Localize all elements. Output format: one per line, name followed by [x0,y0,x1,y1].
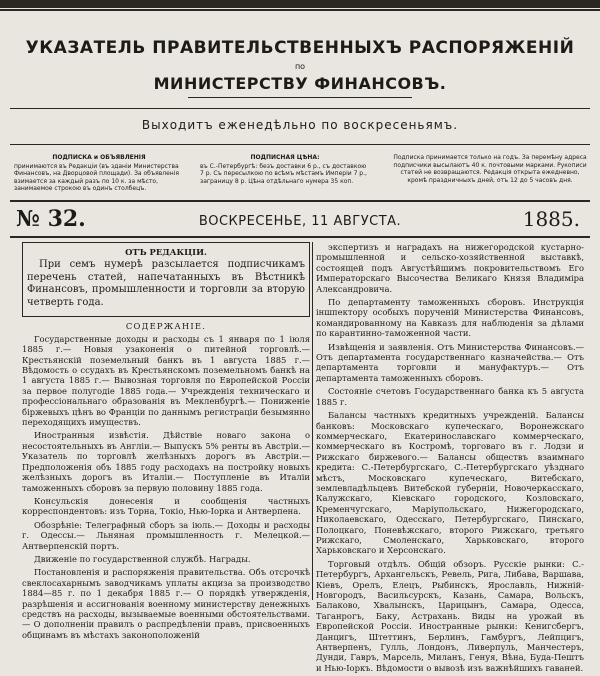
contents-paragraph: Государственные доходы и расходы съ 1 января по 1 іюля 1885 г.— Новыя узаконенія о питейной торговлѣ.— Крестьянскій поземельный банкъ въ 1 августа 1885 г.— Вѣдомость о ссудахъ въ Крестьянскомъ поземельномъ банкѣ на 1 августа 1885 г.— Вывозная торговля по Европейской Россіи за первое полугодіе 1885 года.— Учрежденія техническаго и профессіональнаго образованія въ Мекленбургѣ.— Пониженіе біржевыхъ цѣнъ во Франціи по даннымъ регистраціи безымянно переходящихъ имуществъ. [22,333,310,428]
editorial-text: При семъ нумерѣ разсылается подписчикамъ перечень статей, напечатанныхъ въ Вѣстникѣ Финансовъ, промышленности и торговли за вторую четверть года. [27,259,305,308]
contents-paragraph: Консульскія донесенія и сообщенія частныхъ корреспондентовъ: изъ Торна, Токіо, Нью-Іорка и Антверпена. [22,495,310,517]
masthead-title: УКАЗАТЕЛЬ ПРАВИТЕЛЬСТВЕННЫХЪ РАСПОРЯЖЕНІЙ [25,38,575,58]
contents-paragraph: Балансы частныхъ кредитныхъ учрежденій. Балансы банковъ: Московскаго купеческаго, Воронежскаго коммерческаго, Екатеринославскаго коммерческаго, коммерческаго въ Костромѣ, торговаго въ г. Лодзи и Рижскаго биржевого.— Балансы обществъ взаимнаго кредита: С.-Петербургскаго, С.-Петербургскаго уѣзднаго мѣстъ, Московскаго купеческаго, Витебскаго, землевладѣльцевъ Витебской губерніи, Новочеркасскаго, Калужскаго, Кіевскаго городского, Козловскаго, Кременчугскаго, Маріупольскаго, Нижегородскаго, Николаевскаго, Одесскаго, Петербургскаго, Пинскаго, Полоцкаго, Поневѣжскаго, второго Рижскаго, третьяго Рижскаго, Смоленскаго, Харьковскаго, второго Харьковскаго и Херсонскаго. [316,410,584,556]
masthead-po: по [294,62,306,71]
rule-issue-top [10,200,590,202]
masthead-top-band [0,0,600,8]
contents-title: СОДЕРЖАНІЕ. [125,321,207,332]
contents-paragraph: Торговый отдѣлъ. Общій обзоръ. Русскіе рынки: С.-Петербургъ, Архангельскъ, Ревель, Рига, Либава, Варшава, Кіевъ, Орелъ, Елецъ, Рыбинскъ, Ярославль, Нижній-Новгородъ, Васильсурскъ, Казань, Самара, Вольскъ, Балаково, Хвалынскъ, Царицынъ, Самара, Одесса, Таганрогъ, Баку, Астрахань. Виды на урожай въ Европейской Россіи. Иностранные рынки: Кенигсбергъ, Данцигъ, Штеттинъ, Берлинъ, Гамбургъ, Лейпцигъ, Антверпенъ, Гулль, Лондонъ, Ливерпуль, Манчестеръ, Дунди, Гавръ, Марсель, Миланъ, Генуя, Вѣна, Буда-Пештъ и Нью-Іоркъ. Вѣдомости о вывозѣ изъ важнѣйшихъ гаваней. [316,558,584,673]
masthead-top-rule [0,9,600,11]
masthead-ministry: МИНИСТЕРСТВУ ФИНАНСОВЪ. [153,74,447,93]
subscription-price-text: въ С.-Петербургѣ: безъ доставки 6 р., съ доставкою 7 р. Съ пересылкою по всѣмъ мѣстамъ Имперіи 7 р., заграницу 8 р. Цѣна отдѣльнаго нумера 35 коп. [200,162,367,185]
subscription-left [14,154,184,193]
column-divider [312,242,313,600]
contents-paragraph: Извѣщенія и заявленія. Отъ Министерства Финансовъ.— Отъ департамента государственнаго казначейства.— Отъ департамента торговли и мануфактуръ.— Отъ департамента таможенныхъ сборовъ. [316,341,584,383]
contents-paragraph: Иностранныя извѣстія. Дѣйствіе новаго закона о несостоятельныхъ въ Англіи.— Выпускъ 5% ренты въ Австріи.— Указатель по торговлѣ желѣзныхъ дорогъ въ Австріи.— Предположенія объ 1885 году расходахъ на постройку новыхъ желѣзныхъ дорогъ въ Италіи.— Поступленіе въ Италіи таможенныхъ сборовъ за первую половину 1885 года. [22,430,310,493]
editorial-title: ОТЪ РЕДАКЦІИ. [125,247,207,257]
issue-year: 1885. [522,207,580,231]
contents-paragraph: Обозрѣніе: Телеграфный сборъ за іюль.— Доходы и расходы г. Одессы.— Льняная промышленность г. Мелецкой.— Антверпенскій портъ. [22,519,310,551]
contents-paragraph: Состояніе счетовъ Государственнаго банка къ 5 августа 1885 г. [316,386,584,407]
issue-number: № 32. [16,206,86,232]
editorial-box [22,242,310,317]
subscription-left-text: принимаются въ Редакціи (въ зданіи Министерства Финансовъ, на Дворцовой площади). За объявленія взимается за каждый разъ по 10 к. за мѣсто, занимаемое строкою въ одинъ столбецъ. [14,162,179,192]
masthead-ministry-rule [188,97,412,98]
contents-paragraph: По департаменту таможенныхъ сборовъ. Инструкція іншпектору особыхъ порученій Министерства Финансовъ, командированному на Кавказъ для наблюденія за дѣлами по карантинно-таможенной части. [316,297,584,339]
rule-top [10,108,590,109]
contents-paragraph: Движеніе по государственной службѣ. Награды. [34,553,251,564]
subscription-right [392,154,588,184]
subscription-price-title: ПОДПИСНАЯ ЦѢНА: [250,154,320,161]
issue-date: ВОСКРЕСЕНЬЕ, 11 АВГУСТА. [198,214,402,229]
rule-issue-bottom [10,236,590,238]
contents-paragraph: экспертизъ и наградахъ на нижегородской кустарно-промышленной и сельско-хозяйственной выставкѣ, состоящей подъ Августѣйшимъ покровительствомъ Его Императорскаго Высочества Великаго Князя Владиміра Александровича. [316,242,584,294]
right-column [316,242,584,676]
subscription-price [200,154,370,185]
subscription-left-title: ПОДПИСКА и ОБЪЯВЛЕНІЯ [52,154,146,161]
subscription-right-text: Подписка принимается только на годъ. За перемѣну адреса подписчики высылаютъ 40 к. почтовыми марками. Рукописи статей не возвращаются. Редакція открыта ежедневно, кромѣ праздничныхъ дней, отъ 12 до 5 часовъ дня. [393,154,587,184]
contents-paragraph: Постановленія и распоряженія правительства. Объ отсрочкѣ свеклосахарнымъ заводчикамъ уплаты акциза за производство 1884—85 г. по 1 декабря 1885 г.— О порядкѣ утвержденія, разрѣшенія и ассигнованія военному министерству денежныхъ средствъ на расходы, вызываемые военными обстоятельствами.— О дополненіи правилъ о распредѣленіи правъ, присвоенныхъ общинамъ въ мѣстахъ законоположеній [22,567,310,640]
left-column [22,242,310,643]
rule-mid [10,144,590,145]
masthead-subtitle: Выходитъ еженедѣльно по воскресеньямъ. [141,118,459,132]
